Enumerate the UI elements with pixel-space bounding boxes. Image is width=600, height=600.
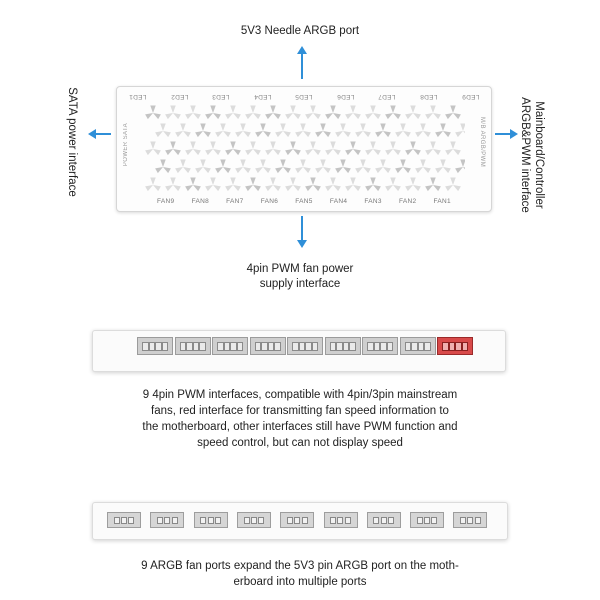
- led-label: LED5: [295, 93, 313, 100]
- port-pin: [417, 517, 423, 524]
- pattern-motif: [285, 141, 301, 155]
- port-pin: [424, 342, 431, 351]
- pattern-motif: [395, 159, 411, 173]
- pattern-motif: [425, 141, 441, 155]
- pattern-motif: [365, 141, 381, 155]
- pwm-caption-line4: speed control, but can not display speed: [197, 437, 403, 449]
- pattern-motif: [145, 177, 161, 191]
- pwm-port: [212, 337, 248, 355]
- arrow-right-icon: [510, 129, 518, 139]
- port-pin: [302, 517, 308, 524]
- pattern-motif: [455, 123, 465, 137]
- pattern-motif: [385, 141, 401, 155]
- port-pin: [330, 517, 336, 524]
- pattern-motif: [355, 123, 371, 137]
- pwm-port: [400, 337, 436, 355]
- pattern-motif: [225, 177, 241, 191]
- argb-port: [194, 512, 228, 528]
- port-pin: [460, 517, 466, 524]
- pattern-motif: [225, 105, 241, 119]
- led-label: LED8: [419, 93, 438, 100]
- pattern-motif: [275, 159, 291, 173]
- pattern-motif: [365, 105, 381, 119]
- fan-label: FAN4: [329, 198, 348, 205]
- pattern-motif: [235, 159, 251, 173]
- port-pin: [381, 517, 387, 524]
- pattern-motif: [215, 159, 231, 173]
- fan-label: FAN2: [398, 198, 417, 205]
- pwm-port: [325, 337, 361, 355]
- led-label: LED3: [212, 93, 230, 100]
- pattern-motif: [255, 123, 271, 137]
- pattern-motif: [435, 159, 451, 173]
- argb-caption: [80, 558, 520, 590]
- port-pin: [208, 517, 214, 524]
- port-pin: [345, 517, 351, 524]
- pattern-motif: [385, 177, 401, 191]
- port-pin: [237, 342, 244, 351]
- pattern-motif: [185, 141, 201, 155]
- port-pin: [162, 342, 169, 351]
- led-label: LED6: [336, 93, 355, 100]
- pwm-port: [250, 337, 286, 355]
- pattern-motif: [375, 159, 391, 173]
- fan-label: FAN6: [260, 198, 279, 205]
- port-pin: [387, 342, 394, 351]
- mainboard-label-line1: Mainboard/Controller: [533, 101, 545, 209]
- pattern-motif: [325, 141, 341, 155]
- pattern-motif: [305, 141, 321, 155]
- mb-argb-text: M/B ARGB/PWM: [479, 117, 485, 168]
- hub-board: [116, 86, 492, 212]
- fan-label: FAN5: [295, 198, 313, 205]
- port-pin: [114, 517, 120, 524]
- port-pin: [349, 342, 356, 351]
- pattern-motif: [395, 123, 411, 137]
- port-pin: [244, 517, 250, 524]
- argb-caption-line2: erboard into multiple ports: [233, 576, 367, 588]
- argb-port: [410, 512, 444, 528]
- port-pin: [312, 342, 319, 351]
- fan-label: FAN8: [191, 198, 210, 205]
- pattern-motif: [175, 159, 191, 173]
- led-label: LED7: [378, 93, 396, 100]
- port-pin: [121, 517, 127, 524]
- pattern-motif: [195, 123, 211, 137]
- pattern-motif: [345, 177, 361, 191]
- pattern-motif: [425, 105, 441, 119]
- port-pin: [215, 517, 221, 524]
- argb-port-strip: [92, 502, 508, 540]
- pattern-motif: [315, 159, 331, 173]
- pattern-motif: [245, 105, 261, 119]
- argb-port: [237, 512, 271, 528]
- pwm-power-label: [200, 262, 400, 292]
- arrow-right-shaft: [495, 133, 511, 135]
- pattern-motif: [335, 123, 351, 137]
- pwm-port: [175, 337, 211, 355]
- pattern-motif: [445, 105, 461, 119]
- port-pin: [128, 517, 134, 524]
- pattern-motif: [385, 105, 401, 119]
- port-pin: [164, 517, 170, 524]
- pattern-motif: [355, 159, 371, 173]
- pattern-motif: [405, 177, 421, 191]
- pattern-motif: [405, 141, 421, 155]
- pattern-motif: [255, 159, 271, 173]
- pwm-port: [137, 337, 173, 355]
- port-pin: [424, 517, 430, 524]
- argb-port: [453, 512, 487, 528]
- pattern-motif: [285, 105, 301, 119]
- fan-label: FAN7: [226, 198, 244, 205]
- port-pin: [475, 517, 481, 524]
- pattern-motif: [265, 177, 281, 191]
- port-pin: [251, 517, 257, 524]
- pattern-motif: [245, 141, 261, 155]
- fan-label: FAN9: [157, 198, 175, 205]
- pattern-motif: [295, 123, 311, 137]
- argb-caption-line1: 9 ARGB fan ports expand the 5V3 pin ARGB port on the moth-: [141, 560, 459, 572]
- pattern-motif: [165, 177, 181, 191]
- port-pin: [274, 342, 281, 351]
- pwm-caption-line2: fans, red interface for transmitting fan speed information to: [151, 405, 449, 417]
- pattern-motif: [295, 159, 311, 173]
- pattern-motif: [235, 123, 251, 137]
- pattern-motif: [325, 177, 341, 191]
- port-pin: [172, 517, 178, 524]
- pattern-motif: [245, 177, 261, 191]
- pattern-motif: [165, 141, 181, 155]
- fan-label-row: [157, 198, 451, 205]
- port-pin: [467, 517, 473, 524]
- argb-port: [367, 512, 401, 528]
- pattern-motif: [155, 123, 171, 137]
- pwm-power-label-line2: supply interface: [259, 278, 341, 290]
- pattern-motif: [435, 123, 451, 137]
- argb-port-label: 5V3 Needle ARGB port: [240, 25, 360, 37]
- pattern-motif: [185, 177, 201, 191]
- argb-port: [324, 512, 358, 528]
- pattern-motif: [195, 159, 211, 173]
- mainboard-label-line2: ARGB&PWM interface: [519, 97, 531, 213]
- pattern-motif: [265, 105, 281, 119]
- board-pattern: [143, 103, 465, 195]
- argb-port: [107, 512, 141, 528]
- pattern-motif: [145, 141, 161, 155]
- port-pin: [388, 517, 394, 524]
- arrow-down-icon: [297, 240, 307, 248]
- port-pin: [287, 517, 293, 524]
- port-pin: [157, 517, 163, 524]
- led-label: LED9: [461, 93, 479, 100]
- pattern-motif: [365, 177, 381, 191]
- pattern-motif: [305, 177, 321, 191]
- pattern-motif: [275, 123, 291, 137]
- pattern-motif: [225, 141, 241, 155]
- pwm-port-red: [437, 337, 473, 355]
- pattern-motif: [375, 123, 391, 137]
- pattern-motif: [345, 105, 361, 119]
- pwm-caption-line3: the motherboard, other interfaces still have PWM function and: [142, 421, 458, 433]
- led-label: LED2: [170, 93, 189, 100]
- fan-label: FAN3: [364, 198, 382, 205]
- fan-label: FAN1: [433, 198, 451, 205]
- led-label-row: [129, 93, 479, 100]
- port-pin: [462, 342, 469, 351]
- pwm-port-strip: [92, 330, 506, 372]
- pwm-caption-line1: 9 4pin PWM interfaces, compatible with 4pin/3pin mainstream: [142, 389, 458, 401]
- pattern-motif: [415, 123, 431, 137]
- pwm-power-label-line1: 4pin PWM fan power: [246, 263, 354, 275]
- pattern-motif: [285, 177, 301, 191]
- pattern-motif: [305, 105, 321, 119]
- pattern-motif: [345, 141, 361, 155]
- pattern-motif: [445, 141, 461, 155]
- argb-port: [150, 512, 184, 528]
- pwm-port: [287, 337, 323, 355]
- pattern-motif: [425, 177, 441, 191]
- pattern-motif: [185, 105, 201, 119]
- pattern-motif: [315, 123, 331, 137]
- pattern-motif: [445, 177, 461, 191]
- pattern-motif: [175, 123, 191, 137]
- port-pin: [373, 517, 379, 524]
- arrow-down-shaft: [301, 216, 303, 242]
- led-label: LED1: [129, 93, 147, 100]
- port-pin: [200, 517, 206, 524]
- arrow-up-shaft: [301, 53, 303, 79]
- port-pin: [258, 517, 264, 524]
- pattern-motif: [145, 105, 161, 119]
- pattern-motif: [205, 177, 221, 191]
- pattern-motif: [265, 141, 281, 155]
- port-pin: [294, 517, 300, 524]
- power-sata-text: POWER SATA: [123, 123, 129, 167]
- pwm-port: [362, 337, 398, 355]
- arrow-left-shaft: [95, 133, 111, 135]
- pattern-motif: [205, 141, 221, 155]
- pattern-motif: [215, 123, 231, 137]
- port-pin: [337, 517, 343, 524]
- pattern-motif: [205, 105, 221, 119]
- pattern-motif: [325, 105, 341, 119]
- pattern-motif: [165, 105, 181, 119]
- led-label: LED4: [253, 93, 272, 100]
- pattern-motif: [455, 159, 465, 173]
- port-pin: [431, 517, 437, 524]
- port-pin: [199, 342, 206, 351]
- argb-port: [280, 512, 314, 528]
- pwm-caption: [80, 387, 520, 451]
- pattern-motif: [155, 159, 171, 173]
- pattern-motif: [415, 159, 431, 173]
- pattern-motif: [335, 159, 351, 173]
- pattern-motif: [405, 105, 421, 119]
- sata-label: SATA power interface: [66, 87, 78, 197]
